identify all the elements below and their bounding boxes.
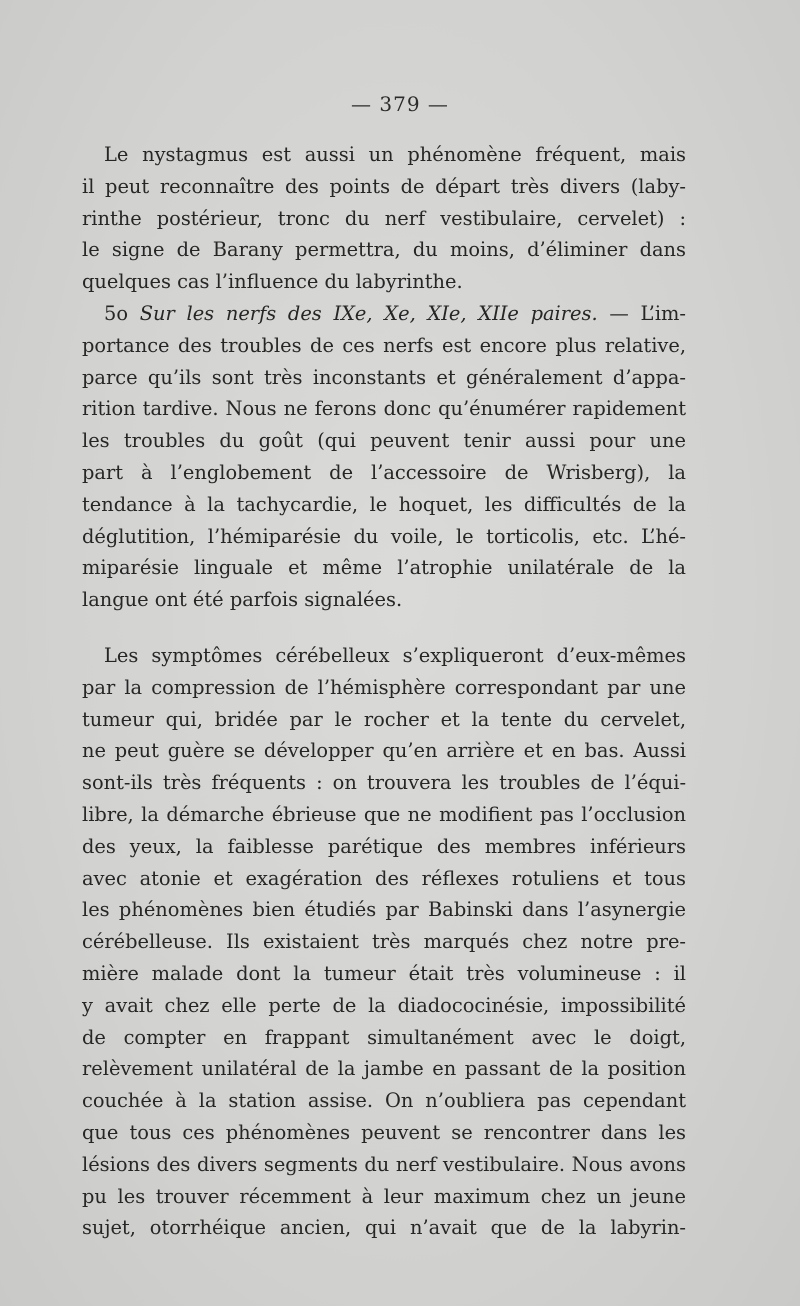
text-line: couchée à la station assise. On n’oubliera pas cependant [82, 1089, 686, 1113]
text-line: mière malade dont la tumeur était très volumineuse : il [82, 961, 686, 985]
text-line: par la compression de l’hémisphère correspondant par une [82, 675, 686, 699]
text-line: des yeux, la faiblesse parétique des membres inférieurs [82, 834, 686, 858]
text-line: sujet, otorrhéique ancien, qui n’avait que de la labyrin- [82, 1216, 686, 1240]
text-line: quelques cas l’influence du labyrinthe. [82, 270, 463, 294]
text-line: y avait chez elle perte de la diadococinésie, impossibilité [82, 993, 686, 1017]
text-line: miparésie linguale et même l’atrophie unilatérale de la [82, 556, 686, 580]
text-line: ne peut guère se développer qu’en arrière et en bas. Aussi [82, 739, 686, 763]
text-line: rition tardive. Nous ne ferons donc qu’énumérer rapidement [82, 397, 686, 421]
section-rest: — L’im- [609, 301, 686, 325]
text-line: lésions des divers segments du nerf vestibulaire. Nous avons [82, 1152, 686, 1176]
text-line: Les symptômes cérébelleux s’expliqueront d’eux-mêmes [104, 644, 686, 667]
text-line: libre, la démarche ébrieuse que ne modifient pas l’occlusion [82, 802, 686, 826]
text-line: que tous ces phénomènes peuvent se rencontrer dans les [82, 1120, 686, 1144]
text-line: pu les trouver récemment à leur maximum chez un jeune [82, 1184, 686, 1208]
section-heading-line [82, 298, 686, 330]
text-line: avec atonie et exagération des réflexes rotuliens et tous [82, 866, 686, 890]
text-line: relèvement unilatéral de la jambe en passant de la position [82, 1057, 686, 1081]
text-line: les troubles du goût (qui peuvent tenir aussi pour une [82, 429, 686, 453]
text-line: portance des troubles de ces nerfs est encore plus relative, [82, 333, 686, 357]
text-line: tumeur qui, bridée par le rocher et la tente du cervelet, [82, 707, 686, 731]
paragraph-block-1 [82, 139, 686, 616]
text-line: déglutition, l’hémiparésie du voile, le torticolis, etc. L’hé- [82, 524, 686, 548]
text-line: rinthe postérieur, tronc du nerf vestibulaire, cervelet) : [82, 206, 686, 230]
text-line: part à l’englobement de l’accessoire de Wrisberg), la [82, 460, 686, 484]
section-number: 5o [104, 301, 129, 325]
text-line: parce qu’ils sont très inconstants et généralement d’appa- [82, 365, 686, 389]
text-line: tendance à la tachycardie, le hoquet, les difficultés de la [82, 492, 686, 516]
page-number: — 379 — [351, 92, 449, 116]
text-line: cérébelleuse. Ils existaient très marqués chez notre pre- [82, 930, 686, 954]
text-line: le signe de Barany permettra, du moins, d’éliminer dans [82, 238, 686, 262]
text-line: langue ont été parfois signalées. [82, 588, 403, 612]
text-line: sont-ils très fréquents : on trouvera les troubles de l’équi- [82, 771, 686, 795]
paragraph-block-2 [82, 640, 686, 1244]
text-line: de compter en frappant simultanément avec le doigt, [82, 1025, 686, 1049]
section-title: Sur les nerfs des IXe, Xe, XIe, XIIe paires. [139, 301, 598, 325]
text-line: il peut reconnaître des points de départ très divers (laby- [82, 174, 686, 198]
text-line: les phénomènes bien étudiés par Babinski dans l’asynergie [82, 898, 686, 922]
text-line: Le nystagmus est aussi un phénomène fréquent, mais [104, 143, 686, 166]
